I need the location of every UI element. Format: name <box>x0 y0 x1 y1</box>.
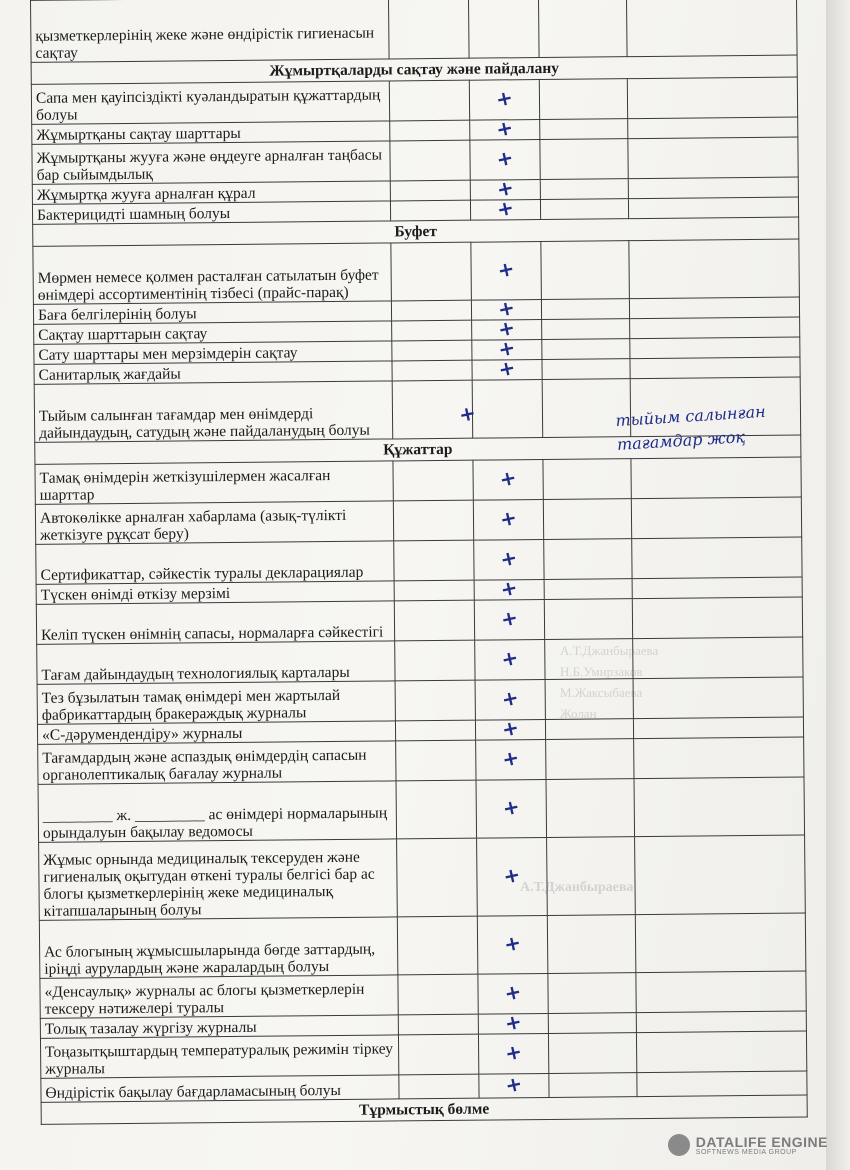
empty-cell <box>395 720 475 741</box>
empty-cell <box>390 120 470 141</box>
watermark-logo <box>668 1134 828 1156</box>
empty-cell <box>540 179 628 200</box>
empty-cell <box>547 915 636 974</box>
section-title: Құжаттар <box>35 435 801 464</box>
empty-cell <box>544 599 632 640</box>
bleed-line: М.Жаксыбаева <box>560 685 643 700</box>
empty-cell <box>390 180 470 201</box>
mark-cell <box>473 460 543 501</box>
empty-cell <box>632 537 802 579</box>
mark-cell <box>470 194 540 222</box>
mark-cell <box>456 380 543 439</box>
watermark-text <box>696 1135 828 1156</box>
check-plus-mark: + <box>502 1038 525 1066</box>
empty-cell <box>542 319 630 340</box>
empty-cell <box>635 835 806 915</box>
mark-cell <box>475 679 545 720</box>
criterion-cell: Бактерицидті шамның болуы <box>32 201 390 224</box>
mark-cell <box>474 539 544 580</box>
empty-cell <box>394 540 474 581</box>
criterion-cell: Өндірістік бақылау бағдарламасының болуы <box>41 1075 399 1102</box>
criterion-cell: Баға белгілерінің болуы <box>33 301 391 324</box>
criterion-cell: Жұмыс орнында медициналық тексеруден және гигиеналық оқытудан өткені туралы белгісі бар ас блогы қызметкерлерінің жеке медициналық кітапшаларының болуы <box>39 839 398 920</box>
mark-cell <box>476 739 546 780</box>
empty-cell <box>632 577 802 599</box>
check-plus-mark: + <box>497 504 520 532</box>
check-plus-mark: + <box>502 1008 525 1036</box>
mark-cell <box>472 354 542 382</box>
check-plus-mark: + <box>456 400 479 428</box>
empty-cell <box>397 916 478 975</box>
empty-cell <box>542 359 630 380</box>
criterion-cell: _________ ж. _________ ас өнімдері нормаларының орындалуын бақылау ведомосы <box>38 781 397 842</box>
check-plus-mark: + <box>493 84 516 112</box>
empty-cell <box>634 777 805 837</box>
criterion-cell: Тез бұзылатын тамақ өнімдері мен жартылай фабрикаттардың бракераждық журналы <box>37 681 395 724</box>
check-plus-mark: + <box>495 255 517 283</box>
empty-cell <box>388 0 469 59</box>
check-plus-mark: + <box>495 314 518 342</box>
criterion-cell: Сату шарттары мен мерзімдерін сақтау <box>34 341 392 364</box>
criterion-cell: Жұмыртқаны жууға және өңдеуге арналған таңбасы бар сыйымдылық <box>32 141 390 184</box>
criterion-cell: Келіп түскен өнімнің сапасы, нормаларға сәйкестігі <box>36 601 394 644</box>
watermark-title: DATALIFE ENGINE <box>695 1133 828 1150</box>
bleed-line: А.Т.Джанбыраева <box>560 643 659 658</box>
check-plus-mark: + <box>494 174 517 202</box>
empty-cell <box>389 80 469 121</box>
mark-cell <box>474 574 544 602</box>
check-plus-mark: + <box>495 334 518 362</box>
empty-cell <box>395 680 475 721</box>
empty-cell <box>636 1011 806 1033</box>
empty-cell <box>538 0 627 58</box>
empty-cell <box>628 197 798 219</box>
empty-cell <box>398 1034 478 1075</box>
section-title: Жұмыртқаларды сақтау және пайдалану <box>31 55 797 84</box>
check-plus-mark: + <box>501 929 524 957</box>
mark-cell <box>478 1033 548 1074</box>
criterion-cell: қызметкерлерінің жеке және өндірістік гигиенасын сақтау <box>31 0 390 62</box>
empty-cell <box>399 1074 479 1099</box>
table-row <box>39 835 806 920</box>
empty-cell <box>393 460 473 501</box>
handwritten-note: тыйым салынған тағамдар жоқ <box>614 401 767 455</box>
empty-cell <box>546 739 634 780</box>
criterion-cell: Толық тазалау жүргізу журналы <box>40 1015 398 1038</box>
empty-cell <box>629 297 799 319</box>
empty-cell <box>633 717 803 739</box>
empty-cell <box>543 499 631 540</box>
criterion-cell: Санитарлық жағдайы <box>34 361 392 384</box>
criterion-cell: Сапа мен қауіпсіздікті куәландыратын құжаттардың болуы <box>31 81 389 124</box>
mark-cell <box>475 639 545 680</box>
empty-cell <box>636 971 806 1013</box>
empty-cell <box>548 1033 636 1074</box>
section-title: Тұрмыстық бөлме <box>41 1095 807 1124</box>
empty-cell <box>628 137 798 179</box>
empty-cell <box>631 497 801 539</box>
empty-cell <box>632 597 802 639</box>
empty-cell <box>637 1071 807 1097</box>
check-plus-mark: + <box>493 114 516 142</box>
empty-cell <box>628 117 798 139</box>
check-plus-mark: + <box>496 354 518 382</box>
empty-cell <box>634 737 804 779</box>
criterion-cell: Сақтау шарттарын сақтау <box>34 321 392 344</box>
empty-cell <box>545 639 633 680</box>
empty-cell <box>630 357 800 379</box>
mark-cell <box>474 599 544 640</box>
criterion-cell: Тағамдардың және аспаздық өнімдердің сапасын органолептикалық бағалау журналы <box>38 741 396 784</box>
mark-cell <box>468 0 539 58</box>
empty-cell <box>395 640 475 681</box>
empty-cell <box>628 177 798 199</box>
check-plus-mark: + <box>503 1070 525 1098</box>
criterion-cell: Ас блогының жұмысшыларында бөгде заттардың, іріңді аурулардың және жаралардың болуы <box>39 917 398 978</box>
empty-cell <box>394 600 474 641</box>
empty-cell <box>392 340 472 361</box>
empty-cell <box>633 677 803 719</box>
check-plus-mark: + <box>497 464 519 492</box>
empty-cell <box>541 241 630 300</box>
mark-cell <box>470 140 540 181</box>
bleed-through-signature: А.Т.Джанбыраева <box>520 880 634 895</box>
mark-cell <box>475 714 545 742</box>
mark-cell <box>478 973 548 1014</box>
criterion-cell: Автокөлікке арналған хабарлама (азық-түлікті жеткізуге рұқсат беру) <box>35 501 393 544</box>
empty-cell <box>548 973 636 1014</box>
criterion-cell: «С-дәрумендендіру» журналы <box>37 721 395 744</box>
checklist-body <box>31 0 808 1124</box>
check-plus-mark: + <box>498 574 520 602</box>
mark-cell <box>476 779 547 838</box>
checklist-table <box>30 0 808 1125</box>
empty-cell <box>635 913 806 973</box>
check-plus-mark: + <box>499 684 521 712</box>
empty-cell <box>398 1014 478 1035</box>
check-plus-mark: + <box>498 604 521 632</box>
check-plus-mark: + <box>497 544 520 572</box>
empty-cell <box>627 77 797 119</box>
criterion-cell: Тамақ өнімдерін жеткізушілермен жасалған шарттар <box>35 461 393 504</box>
mark-cell <box>478 1008 548 1036</box>
table-row <box>33 239 800 304</box>
check-plus-mark: + <box>499 714 522 742</box>
empty-cell <box>540 119 628 140</box>
empty-cell <box>549 1073 637 1098</box>
empty-cell <box>544 579 632 600</box>
empty-cell <box>397 838 478 917</box>
empty-cell <box>546 779 635 838</box>
criterion-cell: Тыйым салынған тағамдар мен өнімдерді дайындаудың, сатудың және пайдаланудың болуы <box>34 381 393 442</box>
mark-cell <box>477 915 548 974</box>
mark-cell <box>470 114 540 142</box>
criterion-cell: Жұмыртқаны сақтау шарттары <box>32 121 390 144</box>
empty-cell <box>545 719 633 740</box>
empty-cell <box>543 459 631 500</box>
criterion-cell: Мөрмен немесе қолмен расталған сатылатын буфет өнімдері ассортиментінің тізбесі (прайс-парақ) <box>33 243 392 304</box>
empty-cell <box>630 337 800 359</box>
table-row <box>31 0 798 62</box>
check-plus-mark: + <box>494 144 516 172</box>
criterion-cell: Сертификаттар, сәйкестік туралы декларациялар <box>36 541 394 584</box>
empty-cell <box>391 242 472 301</box>
watermark-subtitle: SOFTNEWS MEDIA GROUP <box>695 1148 797 1156</box>
check-plus-mark: + <box>502 978 524 1006</box>
table-row <box>38 777 805 842</box>
empty-cell <box>396 780 477 839</box>
empty-cell <box>630 317 800 339</box>
empty-cell <box>392 360 472 381</box>
empty-cell <box>398 974 478 1015</box>
table-row <box>39 913 806 978</box>
empty-cell <box>633 637 803 679</box>
empty-cell <box>631 457 801 499</box>
empty-cell <box>626 0 797 57</box>
criterion-cell: Тағам дайындаудың технологиялық карталары <box>37 641 395 684</box>
empty-cell <box>636 1031 806 1073</box>
empty-cell <box>393 500 473 541</box>
section-title: Буфет <box>33 217 799 246</box>
check-plus-mark: + <box>500 793 522 821</box>
empty-cell <box>629 239 800 299</box>
check-plus-mark: + <box>495 294 518 322</box>
criterion-cell: «Денсаулық» журналы ас блогы қызметкерлерін тексеру нәтижелері туралы <box>40 975 398 1018</box>
empty-cell <box>391 300 471 321</box>
empty-cell <box>539 79 627 120</box>
criterion-cell: Тоңазытқыштардың температуралық режимін тіркеу журналы <box>40 1035 398 1078</box>
empty-cell <box>548 1013 636 1034</box>
mark-cell <box>479 1070 549 1098</box>
empty-cell <box>396 740 476 781</box>
bleed-line: Жолан <box>560 706 597 721</box>
empty-cell <box>544 539 632 580</box>
empty-cell <box>392 320 472 341</box>
check-plus-mark: + <box>498 644 521 672</box>
bleed-line: Н.Б.Умирзаков <box>560 664 643 679</box>
empty-cell <box>547 837 636 916</box>
empty-cell <box>545 679 633 720</box>
empty-cell <box>390 140 470 181</box>
mark-cell <box>469 80 539 121</box>
check-plus-mark: + <box>494 194 517 222</box>
empty-cell <box>541 299 629 320</box>
empty-cell <box>540 139 628 180</box>
criterion-cell: Түскен өнімді өткізу мерзімі <box>36 581 394 604</box>
empty-cell <box>542 339 630 360</box>
empty-cell <box>540 199 628 220</box>
check-plus-mark: + <box>501 861 523 889</box>
check-plus-mark: + <box>499 744 522 772</box>
mark-cell <box>473 499 543 540</box>
criterion-cell: Жұмыртқа жууға арналған құрал <box>32 181 390 204</box>
mark-cell <box>477 837 548 916</box>
mark-cell <box>471 242 542 301</box>
empty-cell <box>390 200 470 221</box>
empty-cell <box>394 580 474 601</box>
datalife-logo-icon <box>668 1134 690 1156</box>
